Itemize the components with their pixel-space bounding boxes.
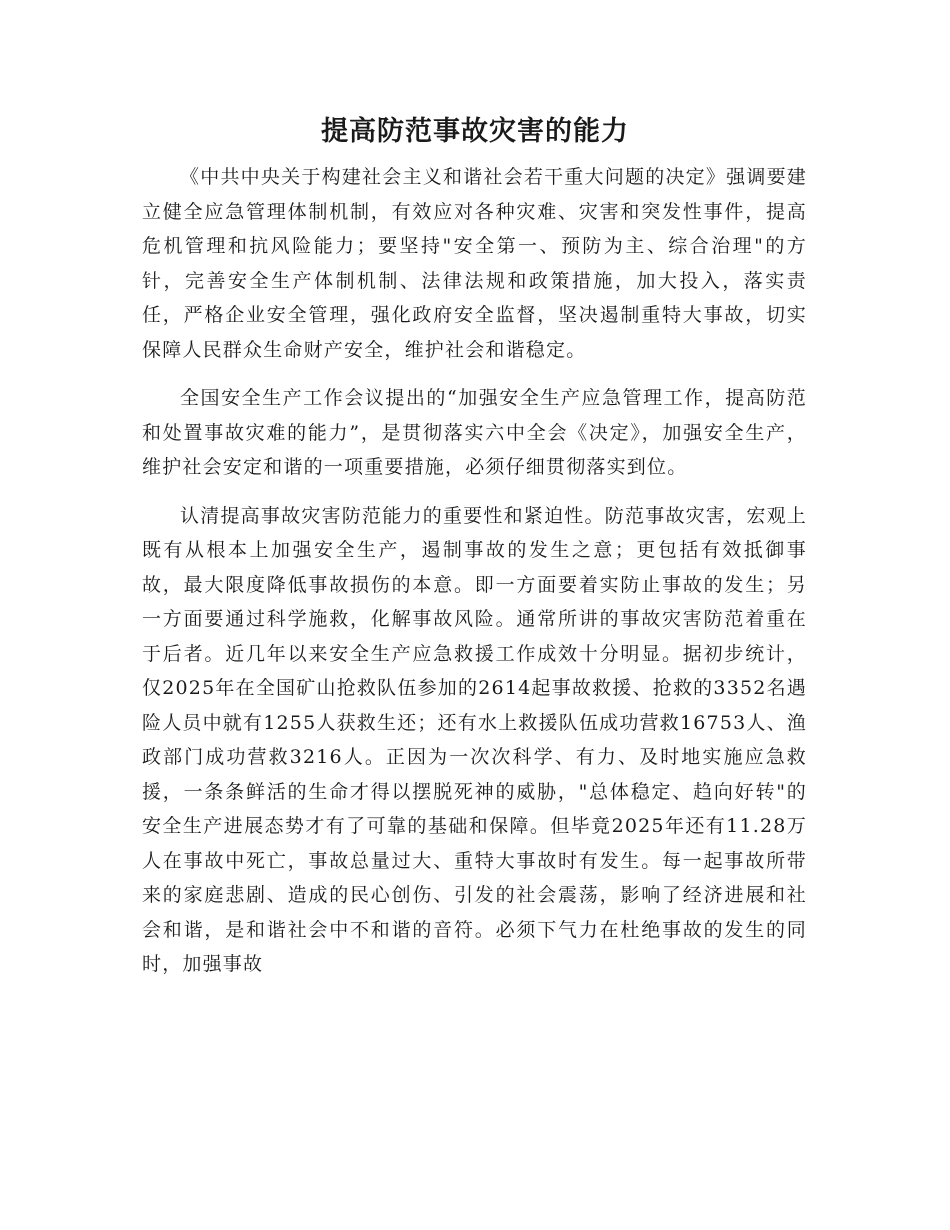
paragraph-1: 《中共中央关于构建社会主义和谐社会若干重大问题的决定》强调要建立健全应急管理体制机制，有效应对各种灾难、灾害和突发性事件，提高危机管理和抗风险能力；要坚持"安全第一、预防为主、综合治理"的方针，完善安全生产体制机制、法律法规和政策措施，加大投入，落实责任，严格企业安全管理，强化政府安全监督，坚决遏制重特大事故，切实保障人民群众生命财产安全，维护社会和谐稳定。 <box>142 166 807 361</box>
paragraph-3: 认清提高事故灾害防范能力的重要性和紧迫性。防范事故灾害，宏观上既有从根本上加强安全生产，遏制事故的发生之意；更包括有效抵御事故，最大限度降低事故损伤的本意。即一方面要着实防止事故的发生；另一方面要通过科学施救，化解事故风险。通常所讲的事故灾害防范着重在于后者。近几年以来安全生产应急救援工作成效十分明显。据初步统计，仅2025年在全国矿山抢救队伍参加的2614起事故救援、抢救的3352名遇险人员中就有1255人获救生还；还有水上救援队伍成功营救16753人、渔政部门成功营救3216人。正因为一次次科学、有力、及时地实施应急救援，一条条鲜活的生命才得以摆脱死神的威胁，"总体稳定、趋向好转"的安全生产进展态势才有了可靠的基础和保障。但毕竟2025年还有11.28万人在事故中死亡，事故总量过大、重特大事故时有发生。每一起事故所带来的家庭悲剧、造成的民心创伤、引发的社会震荡，影响了经济进展和社会和谐，是和谐社会中不和谐的音符。必须下气力在杜绝事故的发生的同时，加强事故 <box>142 504 807 975</box>
document-title: 提高防范事故灾害的能力 <box>321 116 629 147</box>
paragraph-2: 全国安全生产工作会议提出的“加强安全生产应急管理工作，提高防范和处置事故灾难的能力”，是贯彻落实六中全会《决定》，加强安全生产，维护社会安定和谐的一项重要措施，必须仔细贯彻落实到位。 <box>142 387 807 478</box>
document-body <box>142 160 807 996</box>
